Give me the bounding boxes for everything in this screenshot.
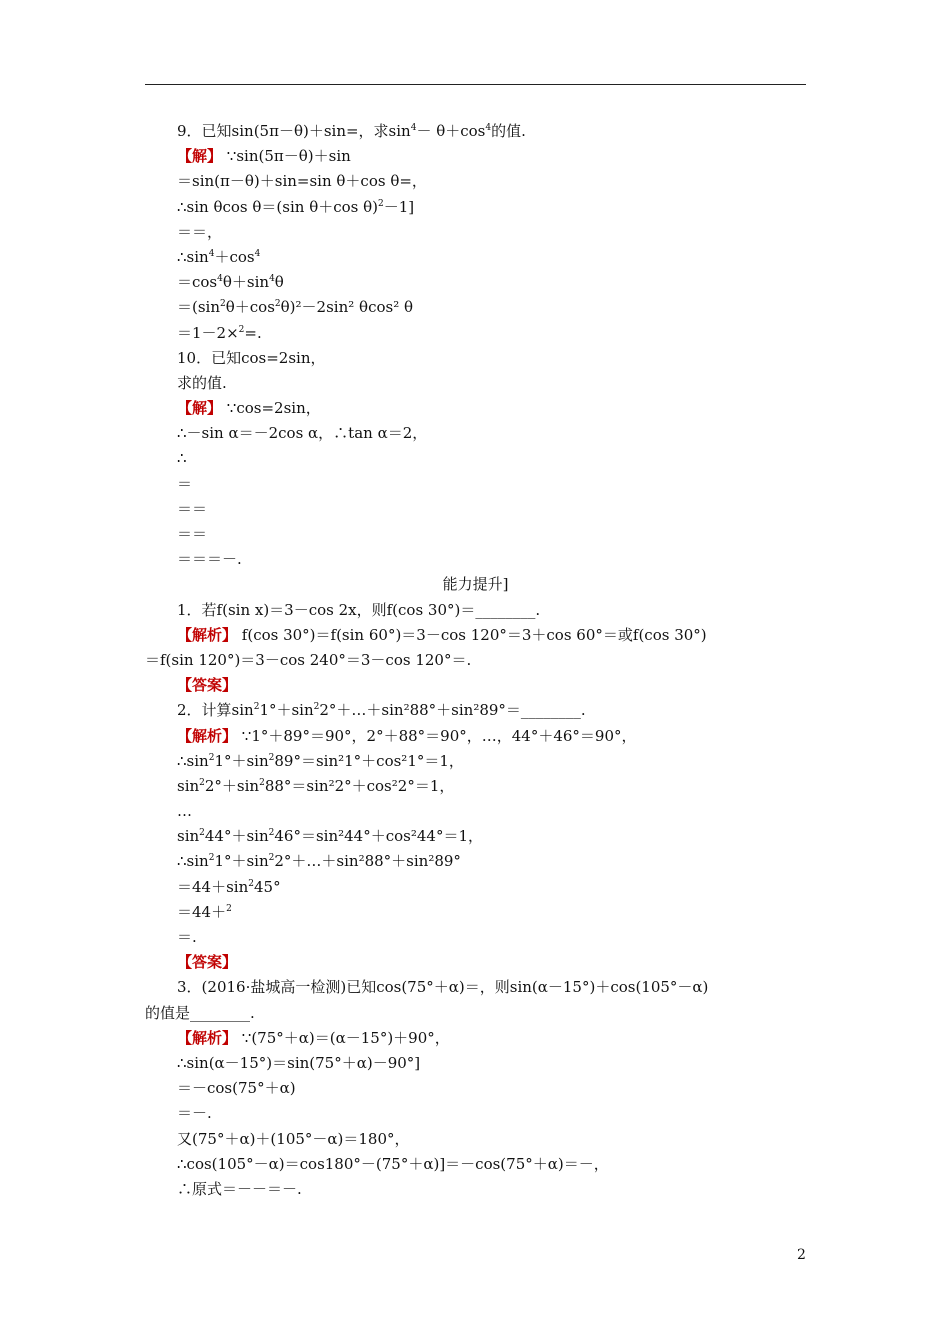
- text-line: [145, 1101, 806, 1126]
- text-line: [145, 321, 806, 346]
- text-line: [145, 119, 806, 144]
- line-text: 3．(2016·盐城高一检测)已知cos(75°＋α)＝，则sin(α－15°)＋cos(105°－α): [177, 978, 709, 997]
- line-text: ＝＝: [177, 525, 208, 543]
- line-text: ＝1－2×: [177, 323, 239, 342]
- line-text: 2．计算sin: [177, 701, 254, 720]
- superscript: 2: [238, 324, 245, 335]
- line-text: 1°＋sin: [214, 751, 269, 770]
- superscript: 2: [208, 853, 215, 864]
- line-text: ＝＝: [177, 499, 208, 518]
- text-line: [145, 1152, 806, 1177]
- superscript: 2: [274, 299, 281, 310]
- text-line: [145, 749, 806, 774]
- line-text: 1°＋sin: [259, 701, 314, 720]
- superscript: 2: [199, 777, 205, 788]
- line-text: ＝44＋: [177, 902, 227, 921]
- text-line: [145, 169, 806, 194]
- line-text: 44°＋sin: [204, 827, 269, 846]
- line-text: ∵1°＋89°＝90°，2°＋88°＝90°，…，44°＋46°＝90°，: [237, 726, 637, 745]
- line-text: 的值.: [491, 122, 526, 140]
- line-text: 能力提升]: [442, 575, 509, 594]
- line-text: θ＋cos: [225, 298, 275, 317]
- solution-tag: 【解】: [177, 399, 223, 418]
- line-text: 9．已知sin(5π－θ)＋sin=，求sin: [177, 122, 411, 140]
- text-line: [145, 1001, 806, 1026]
- line-text: ∴sin θcos θ＝(sin θ＋cos θ): [177, 197, 379, 216]
- text-line: [145, 950, 806, 975]
- line-text: 45°: [253, 877, 281, 896]
- line-text: ＝(sin: [177, 298, 221, 317]
- text-line: [145, 195, 806, 220]
- line-text: ＝f(sin 120°)＝3－cos 240°＝3－cos 120°＝.: [145, 650, 472, 669]
- text-line: [145, 648, 806, 673]
- line-text: 求的值.: [177, 373, 227, 392]
- text-line: [145, 144, 806, 169]
- line-text: 88°＝sin²2°＋cos²2°＝1，: [264, 776, 455, 795]
- line-text: ∴sin: [177, 852, 209, 871]
- text-line: [145, 1127, 806, 1152]
- line-text: ∴cos(105°－α)＝cos180°－(75°＋α)]＝－cos(75°＋α)＝－，: [177, 1154, 609, 1173]
- superscript: 4: [269, 274, 275, 285]
- line-text: ＝.: [177, 928, 197, 946]
- text-line: [145, 1051, 806, 1076]
- text-line: [145, 497, 806, 522]
- text-line: [145, 270, 806, 295]
- superscript: 2: [199, 828, 205, 839]
- line-text: ∴sin(α－15°)＝sin(75°＋α)－90°]: [177, 1053, 421, 1072]
- page-number: 2: [797, 1247, 806, 1263]
- line-text: sin: [177, 827, 200, 846]
- line-text: ∵(75°＋α)＝(α－15°)＋90°，: [237, 1028, 450, 1047]
- superscript: 4: [208, 248, 215, 259]
- line-text: －1]: [383, 197, 415, 216]
- text-line: [145, 396, 806, 421]
- text-line: [145, 598, 806, 623]
- line-text: 2°＋…＋sin²88°＋sin²89°: [274, 852, 461, 871]
- text-line: [145, 623, 806, 648]
- text-line: [145, 975, 806, 1000]
- superscript: 2: [220, 299, 226, 310]
- line-text: ＋cos: [214, 247, 255, 266]
- superscript: 4: [217, 274, 223, 285]
- text-line: [145, 522, 806, 547]
- line-text: ＝＝，: [177, 222, 223, 241]
- text-line: [145, 824, 806, 849]
- superscript: 2: [226, 903, 232, 914]
- superscript: 2: [208, 752, 215, 763]
- text-line: [145, 875, 806, 900]
- text-line: [145, 698, 806, 723]
- text-line: [145, 572, 806, 597]
- solution-tag: 【解析】: [177, 625, 238, 644]
- superscript: 2: [268, 828, 275, 839]
- solution-tag: 【解析】: [177, 1028, 238, 1047]
- line-text: ∵cos=2sin，: [222, 399, 321, 418]
- line-text: 2°＋…＋sin²88°＋sin²89°＝________.: [319, 701, 586, 720]
- text-line: [145, 446, 806, 471]
- text-line: [145, 724, 806, 749]
- text-line: [145, 547, 806, 572]
- line-text: θ＋sin: [222, 273, 270, 292]
- line-text: ＝－.: [177, 1104, 212, 1123]
- text-line: [145, 421, 806, 446]
- line-text: f(cos 30°)＝f(sin 60°)＝3－cos 120°＝3＋cos 60°＝或f(cos 30°): [237, 625, 707, 644]
- line-text: ＝44＋sin: [177, 877, 249, 896]
- line-text: 2°＋sin: [204, 776, 260, 795]
- solution-tag: 【解】: [177, 147, 223, 166]
- text-line: [145, 673, 806, 698]
- text-line: [145, 220, 806, 245]
- text-line: [145, 900, 806, 925]
- text-line: [145, 371, 806, 396]
- solution-tag: 【答案】: [177, 676, 238, 695]
- text-line: [145, 245, 806, 270]
- line-text: 的值是________.: [145, 1003, 255, 1022]
- superscript: 2: [268, 752, 275, 763]
- text-line: [145, 1076, 806, 1101]
- text-line: [145, 849, 806, 874]
- superscript: 4: [485, 123, 492, 133]
- superscript: 4: [410, 123, 417, 133]
- line-text: 1．若f(sin x)＝3－cos 2x，则f(cos 30°)＝________.: [177, 600, 541, 619]
- line-text: …: [177, 802, 192, 821]
- header-rule: [145, 84, 806, 85]
- document-body: [145, 119, 806, 1202]
- text-line: [145, 1177, 806, 1202]
- line-text: ＝: [177, 474, 193, 493]
- text-line: [145, 346, 806, 371]
- line-text: ∴sin: [177, 247, 209, 266]
- line-text: θ: [274, 273, 284, 292]
- line-text: sin: [177, 776, 200, 795]
- text-line: [145, 774, 806, 799]
- superscript: 2: [253, 702, 260, 713]
- line-text: 又(75°＋α)＋(105°－α)＝180°，: [177, 1129, 410, 1148]
- line-text: ∴原式＝－－＝－.: [177, 1179, 302, 1198]
- solution-tag: 【解析】: [177, 726, 238, 745]
- line-text: ＝－cos(75°＋α): [177, 1079, 296, 1098]
- line-text: ∴sin: [177, 751, 209, 770]
- line-text: 89°＝sin²1°＋cos²1°＝1，: [274, 751, 464, 770]
- line-text: θ)²－2sin² θcos² θ: [280, 298, 414, 317]
- line-text: ∵sin(5π－θ)＋sin: [222, 147, 351, 166]
- line-text: ＝cos: [177, 273, 218, 292]
- line-text: 1°＋sin: [214, 852, 269, 871]
- line-text: ∴: [177, 449, 187, 468]
- text-line: [145, 295, 806, 320]
- line-text: － θ＋cos: [416, 122, 486, 140]
- superscript: 2: [248, 878, 254, 889]
- line-text: ＝＝＝－.: [177, 550, 242, 569]
- superscript: 2: [313, 702, 320, 713]
- superscript: 2: [268, 853, 275, 864]
- solution-tag: 【答案】: [177, 953, 238, 972]
- line-text: ∴－sin α＝－2cos α，∴tan α＝2，: [177, 424, 428, 443]
- line-text: ＝sin(π－θ)＋sin=sin θ＋cos θ=，: [177, 172, 427, 191]
- line-text: 46°＝sin²44°＋cos²44°＝1，: [274, 827, 483, 846]
- text-line: [145, 1026, 806, 1051]
- superscript: 4: [254, 248, 261, 259]
- superscript: 2: [378, 198, 384, 209]
- text-line: [145, 472, 806, 497]
- superscript: 2: [259, 777, 265, 788]
- text-line: [145, 799, 806, 824]
- line-text: =.: [244, 323, 262, 342]
- text-line: [145, 925, 806, 950]
- line-text: 10．已知cos=2sin，: [177, 348, 326, 367]
